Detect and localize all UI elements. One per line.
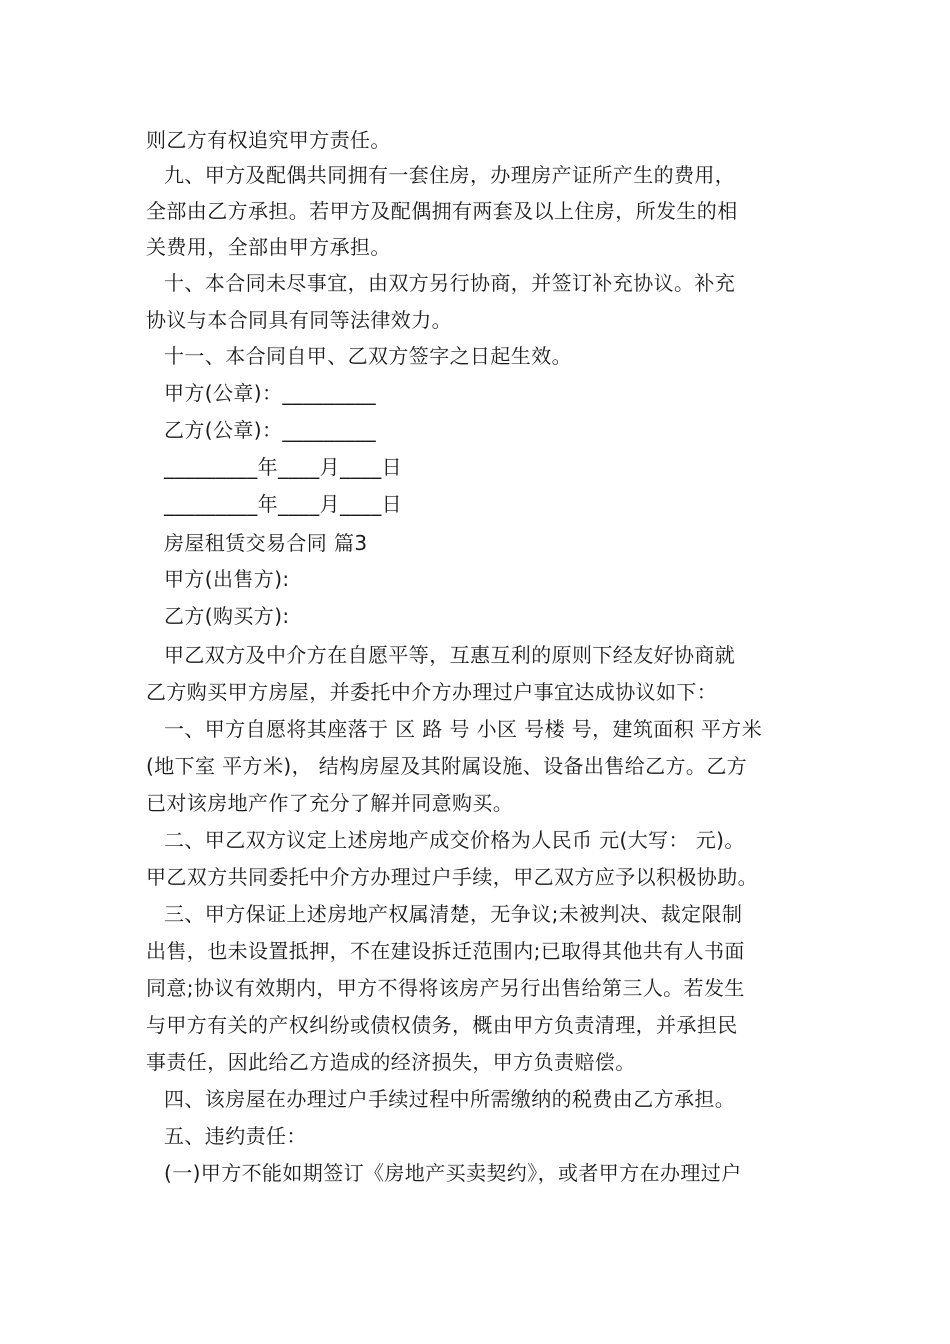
text-line: 十、本合同未尽事宜，由双方另行协商，并签订补充协议。补充 [164,271,736,295]
party-line: 乙方(购买方): [164,604,290,628]
text-line: (一)甲方不能如期签订《房地产买卖契约》，或者甲方在办理过户 [164,1161,742,1185]
text-line: 十一、本合同自甲、乙双方签字之日起生效。 [164,344,572,368]
text-line: 事责任，因此给乙方造成的经济损失，甲方负责赔偿。 [146,1050,636,1074]
signature-line: 乙方(公章)：_________ [164,418,377,442]
text-line: 与甲方有关的产权纠纷或债权债务，概由甲方负责清理，并承担民 [146,1013,738,1037]
text-line: 则乙方有权追究甲方责任。 [146,128,391,152]
section-title: 房屋租赁交易合同 篇3 [164,531,368,555]
text-line: 四、该房屋在办理过户手续过程中所需缴纳的税费由乙方承担。 [164,1087,736,1111]
text-line: 关费用，全部由甲方承担。 [146,235,391,259]
text-line: 同意;协议有效期内，甲方不得将该房产另行出售给第三人。若发生 [146,976,745,1000]
text-line: 出售，也未设置抵押，不在建设拆迁范围内;已取得其他共有人书面 [146,939,745,963]
text-line: 全部由乙方承担。若甲方及配偶拥有两套及以上住房，所发生的相 [146,199,738,223]
date-line: _________年____月____日 [164,455,402,479]
text-line: 甲乙双方及中介方在自愿平等，互惠互利的原则下经友好协商就 [164,643,736,667]
text-line: 九、甲方及配偶共同拥有一套住房，办理房产证所产生的费用， [164,163,736,187]
date-line: _________年____月____日 [164,492,402,516]
party-line: 甲方(出售方): [164,567,290,591]
text-line: (地下室 平方米)， 结构房屋及其附属设施、设备出售给乙方。乙方 [146,754,748,778]
text-line: 二、甲乙双方议定上述房地产成交价格为人民币 元(大写： 元)。 [164,828,745,852]
text-line: 协议与本合同具有同等法律效力。 [146,308,452,332]
text-line: 一、甲方自愿将其座落于 区 路 号 小区 号楼 号，建筑面积 平方米 [164,717,763,741]
text-line: 已对该房地产作了充分了解并同意购买。 [146,791,514,815]
text-line: 五、违约责任： [164,1124,307,1148]
text-line: 三、甲方保证上述房地产权属清楚，无争议;未被判决、裁定限制 [164,902,743,926]
text-line: 甲乙双方共同委托中介方办理过户手续，甲乙双方应予以积极协助。 [146,865,758,889]
text-line: 乙方购买甲方房屋，并委托中介方办理过户事宜达成协议如下： [146,680,718,704]
signature-line: 甲方(公章)：_________ [164,381,377,405]
